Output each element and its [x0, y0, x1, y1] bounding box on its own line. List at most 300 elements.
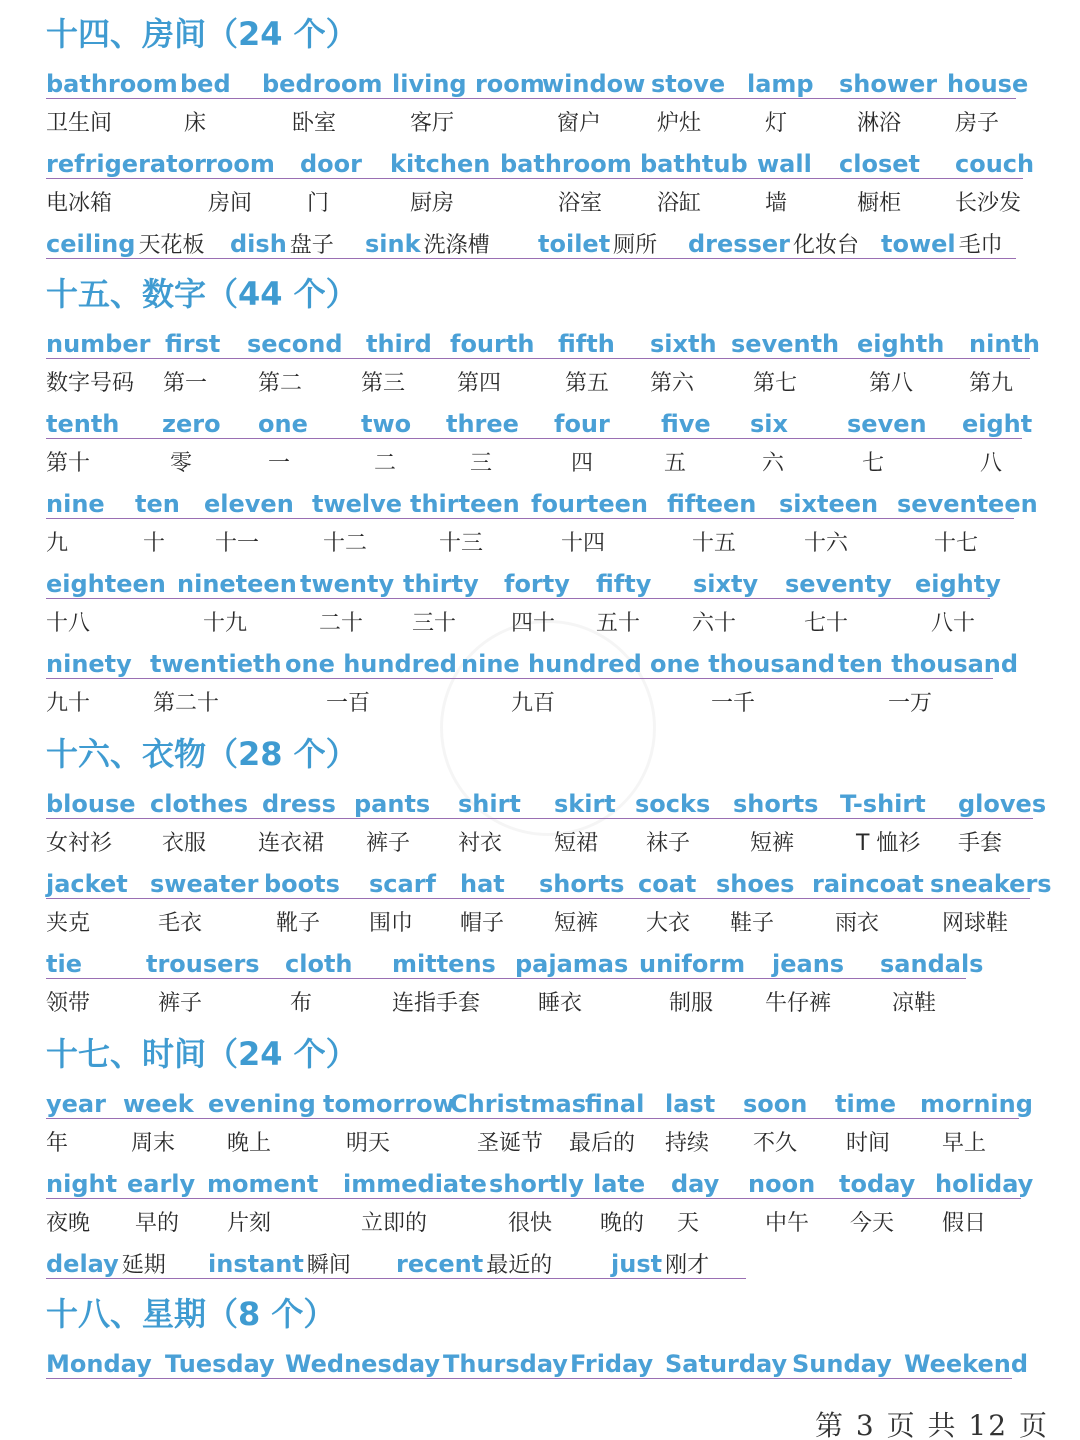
chinese-meaning: 八 — [980, 451, 1003, 476]
vocab-word-house: house — [947, 70, 1029, 98]
chinese-meaning: 第三 — [361, 371, 406, 396]
chinese-meaning: 短裙 — [554, 831, 599, 856]
english-word: sink — [365, 230, 421, 258]
vocab-word-eighteen: eighteen — [46, 570, 166, 598]
chinese-meaning: 九百 — [511, 691, 556, 716]
vocab-word-dresser — [688, 224, 859, 266]
chinese-translation-row — [0, 1124, 1080, 1164]
vocab-word-ninth: ninth — [969, 330, 1040, 358]
vocab-word-week: week — [123, 1090, 194, 1118]
section-title: 十五、数字（44 个） — [46, 275, 358, 313]
vocab-word-seven: seven — [847, 410, 927, 438]
vocab-word-day: day — [671, 1170, 720, 1198]
vocab-word-early: early — [127, 1170, 196, 1198]
vocab-word-tie: tie — [46, 950, 82, 978]
vocab-word-lamp: lamp — [747, 70, 814, 98]
chinese-meaning: 手套 — [958, 831, 1003, 856]
vocab-word-soon: soon — [743, 1090, 808, 1118]
underline-rule — [46, 678, 993, 679]
chinese-meaning: 夜晚 — [46, 1211, 91, 1236]
chinese-meaning: 延期 — [121, 1253, 166, 1278]
vocab-word-number: number — [46, 330, 151, 358]
vocab-word-sandals: sandals — [880, 950, 984, 978]
chinese-meaning: 中午 — [765, 1211, 810, 1236]
vocab-word-sixth: sixth — [650, 330, 717, 358]
chinese-meaning: 四 — [571, 451, 594, 476]
chinese-meaning: 十五 — [692, 531, 737, 556]
vocab-word-one: one — [258, 410, 308, 438]
underline-rule — [46, 358, 1030, 359]
chinese-meaning: 十八 — [46, 611, 91, 636]
chinese-meaning: 十 — [143, 531, 166, 556]
vocab-word-clothes: clothes — [150, 790, 249, 818]
chinese-meaning: 靴子 — [276, 911, 321, 936]
vocab-word-three: three — [446, 410, 519, 438]
chinese-meaning: 一百 — [326, 691, 371, 716]
page-number: 第 3 页 共 12 页 — [815, 1409, 1049, 1440]
chinese-translation-row — [0, 824, 1080, 864]
vocab-word-shorts: shorts — [733, 790, 819, 818]
chinese-meaning: 最近的 — [486, 1253, 553, 1278]
vocab-word-pajamas: pajamas — [515, 950, 629, 978]
vocab-word-seventeen: seventeen — [897, 490, 1038, 518]
chinese-meaning: 浴室 — [558, 191, 603, 216]
vocab-word-christmas: Christmas — [450, 1090, 587, 1118]
english-word-row — [0, 564, 1080, 604]
vocab-word-ten-thousand: ten thousand — [838, 650, 1019, 678]
chinese-meaning: 厕所 — [613, 233, 658, 258]
vocab-word-ninety: ninety — [46, 650, 132, 678]
vocab-word-delay — [46, 1244, 166, 1286]
english-word-row — [0, 644, 1080, 684]
vocab-word-weekend: Weekend — [904, 1350, 1029, 1378]
vocab-word-dish — [230, 224, 334, 266]
vocab-word-seventh: seventh — [731, 330, 840, 358]
chinese-meaning: 电冰箱 — [46, 191, 113, 216]
underline-rule — [46, 98, 1016, 99]
chinese-meaning: 零 — [170, 451, 193, 476]
chinese-meaning: 十七 — [934, 531, 979, 556]
underline-rule — [46, 1118, 1019, 1119]
vocab-word-uniform: uniform — [639, 950, 746, 978]
chinese-meaning: 周末 — [131, 1131, 176, 1156]
chinese-meaning: 年 — [46, 1131, 69, 1156]
vocab-word-bathtub: bathtub — [640, 150, 748, 178]
chinese-meaning: 衣服 — [162, 831, 207, 856]
vocab-word-third: third — [366, 330, 432, 358]
chinese-meaning: 墙 — [765, 191, 788, 216]
chinese-meaning: 连指手套 — [392, 991, 481, 1016]
vocab-word-evening: evening — [208, 1090, 316, 1118]
vocab-word-nine-hundred: nine hundred — [461, 650, 642, 678]
vocab-word-nine: nine — [46, 490, 105, 518]
vocab-word-bathroom: bathroom — [46, 70, 178, 98]
vocab-word-ten: ten — [135, 490, 180, 518]
chinese-meaning: 第六 — [650, 371, 695, 396]
vocab-word-four: four — [554, 410, 610, 438]
chinese-meaning: 长沙发 — [955, 191, 1022, 216]
chinese-meaning: T 恤衫 — [856, 831, 921, 856]
chinese-meaning: 网球鞋 — [942, 911, 1009, 936]
vocab-word-sweater: sweater — [150, 870, 259, 898]
chinese-meaning: 十二 — [323, 531, 368, 556]
chinese-meaning: 十九 — [203, 611, 248, 636]
chinese-translation-row — [0, 444, 1080, 484]
chinese-meaning: 十一 — [215, 531, 260, 556]
chinese-meaning: 明天 — [346, 1131, 391, 1156]
chinese-meaning: 橱柜 — [857, 191, 902, 216]
vocab-word-closet: closet — [839, 150, 920, 178]
chinese-meaning: 假日 — [942, 1211, 987, 1236]
vocab-word-sink — [365, 224, 490, 266]
vocab-word-thirty: thirty — [403, 570, 479, 598]
vocab-word-forty: forty — [504, 570, 570, 598]
vocab-word-instant — [208, 1244, 351, 1286]
chinese-meaning: 凉鞋 — [892, 991, 937, 1016]
chinese-meaning: 持续 — [665, 1131, 710, 1156]
vocab-word-eight: eight — [962, 410, 1033, 438]
vocab-word-fourteen: fourteen — [531, 490, 648, 518]
chinese-meaning: 淋浴 — [857, 111, 902, 136]
chinese-meaning: 牛仔裤 — [765, 991, 832, 1016]
english-word: recent — [396, 1250, 484, 1278]
vocab-word-twelve: twelve — [312, 490, 403, 518]
english-word: just — [611, 1250, 663, 1278]
chinese-translation-row — [0, 184, 1080, 224]
chinese-meaning: 围巾 — [369, 911, 414, 936]
chinese-meaning: 第八 — [869, 371, 914, 396]
english-word-row — [0, 944, 1080, 984]
chinese-meaning: 数字号码 — [46, 371, 135, 396]
vocab-word-friday: Friday — [570, 1350, 654, 1378]
vocab-word-sunday: Sunday — [792, 1350, 892, 1378]
vocab-word-tomorrow: tomorrow — [323, 1090, 455, 1118]
vocab-word-twentieth: twentieth — [150, 650, 282, 678]
chinese-meaning: 灯 — [765, 111, 788, 136]
chinese-meaning: 短裤 — [554, 911, 599, 936]
chinese-meaning: 衬衣 — [458, 831, 503, 856]
vocab-word-room: room — [205, 150, 275, 178]
vocab-word-jeans: jeans — [772, 950, 845, 978]
vocab-word-blouse: blouse — [46, 790, 136, 818]
chinese-meaning: 客厅 — [410, 111, 455, 136]
chinese-meaning: 窗户 — [557, 111, 602, 136]
vocab-word-last: last — [665, 1090, 716, 1118]
vocab-word-mittens: mittens — [392, 950, 496, 978]
english-word-row — [0, 864, 1080, 904]
english-word: towel — [881, 230, 956, 258]
vocab-word-toilet — [538, 224, 657, 266]
chinese-meaning: 晚的 — [600, 1211, 645, 1236]
vocab-word-bathroom: bathroom — [500, 150, 632, 178]
vocab-word-pants: pants — [354, 790, 431, 818]
chinese-meaning: 门 — [307, 191, 330, 216]
english-word-row — [0, 224, 1080, 264]
chinese-meaning: 瞬间 — [306, 1253, 351, 1278]
vocab-word-boots: boots — [264, 870, 340, 898]
section-title: 十四、房间（24 个） — [46, 15, 358, 53]
chinese-meaning: 七 — [862, 451, 885, 476]
chinese-meaning: 六十 — [692, 611, 737, 636]
chinese-meaning: 早上 — [942, 1131, 987, 1156]
chinese-meaning: 第十 — [46, 451, 91, 476]
chinese-meaning: 房子 — [955, 111, 1000, 136]
vocab-word-five: five — [661, 410, 711, 438]
english-word: dish — [230, 230, 287, 258]
vocab-word-eleven: eleven — [204, 490, 294, 518]
chinese-translation-row — [0, 604, 1080, 644]
chinese-meaning: 大衣 — [646, 911, 691, 936]
english-word-row — [0, 404, 1080, 444]
chinese-meaning: 卫生间 — [46, 111, 113, 136]
chinese-meaning: 鞋子 — [730, 911, 775, 936]
underline-rule — [46, 518, 1014, 519]
section-title: 十六、衣物（28 个） — [46, 735, 358, 773]
chinese-meaning: 炉灶 — [657, 111, 702, 136]
chinese-meaning: 一万 — [888, 691, 933, 716]
vocab-word-one-thousand: one thousand — [650, 650, 836, 678]
vocab-word-jacket: jacket — [46, 870, 128, 898]
chinese-meaning: 卧室 — [292, 111, 337, 136]
vocab-word-sneakers: sneakers — [930, 870, 1052, 898]
english-word-row — [0, 144, 1080, 184]
vocab-word-time: time — [835, 1090, 896, 1118]
vocab-word-twenty: twenty — [300, 570, 395, 598]
chinese-meaning: 第二十 — [153, 691, 220, 716]
vocab-word-today: today — [839, 1170, 916, 1198]
chinese-meaning: 天 — [677, 1211, 700, 1236]
chinese-translation-row — [0, 984, 1080, 1024]
chinese-meaning: 刚才 — [665, 1253, 710, 1278]
vocab-word-monday: Monday — [46, 1350, 152, 1378]
chinese-meaning: 领带 — [46, 991, 91, 1016]
vocab-word-eighth: eighth — [857, 330, 945, 358]
vocab-word-trousers: trousers — [146, 950, 260, 978]
vocab-word-thirteen: thirteen — [410, 490, 520, 518]
vocab-word-door: door — [300, 150, 362, 178]
english-word-row — [0, 484, 1080, 524]
vocab-word-six: six — [750, 410, 788, 438]
chinese-meaning: 很快 — [508, 1211, 553, 1236]
english-word: instant — [208, 1250, 304, 1278]
chinese-meaning: 第七 — [753, 371, 798, 396]
chinese-meaning: 最后的 — [569, 1131, 636, 1156]
vocab-word-zero: zero — [162, 410, 221, 438]
chinese-meaning: 圣诞节 — [477, 1131, 544, 1156]
chinese-meaning: 雨衣 — [835, 911, 880, 936]
chinese-meaning: 天花板 — [138, 233, 205, 258]
chinese-meaning: 八十 — [931, 611, 976, 636]
vocab-word-couch: couch — [955, 150, 1035, 178]
vocab-word-shirt: shirt — [458, 790, 521, 818]
vocab-word-noon: noon — [748, 1170, 816, 1198]
chinese-meaning: 裤子 — [366, 831, 411, 856]
chinese-meaning: 七十 — [804, 611, 849, 636]
chinese-meaning: 不久 — [753, 1131, 798, 1156]
vocab-word-living-room: living room — [392, 70, 545, 98]
underline-rule — [46, 818, 1033, 819]
vocab-word-night: night — [46, 1170, 118, 1198]
vocab-word-cloth: cloth — [285, 950, 353, 978]
vocab-word-fifth: fifth — [558, 330, 615, 358]
vocab-word-shortly: shortly — [489, 1170, 585, 1198]
vocab-word-tuesday: Tuesday — [165, 1350, 275, 1378]
chinese-meaning: 十六 — [804, 531, 849, 556]
section-title: 十七、时间（24 个） — [46, 1035, 358, 1073]
vocab-word-fifteen: fifteen — [667, 490, 757, 518]
chinese-meaning: 晚上 — [227, 1131, 272, 1156]
vocab-word-shower: shower — [839, 70, 938, 98]
chinese-translation-row — [0, 904, 1080, 944]
chinese-translation-row — [0, 684, 1080, 724]
vocab-word-seventy: seventy — [785, 570, 892, 598]
vocab-word-two: two — [361, 410, 412, 438]
chinese-meaning: 帽子 — [460, 911, 505, 936]
underline-rule — [46, 1198, 1021, 1199]
vocab-word-bedroom: bedroom — [262, 70, 383, 98]
english-word-row — [0, 1244, 1080, 1284]
english-word-row — [0, 784, 1080, 824]
underline-rule — [46, 1278, 746, 1279]
chinese-meaning: 今天 — [850, 1211, 895, 1236]
vocab-word-first: first — [165, 330, 221, 358]
chinese-meaning: 毛衣 — [158, 911, 203, 936]
vocab-word-wall: wall — [757, 150, 812, 178]
chinese-meaning: 床 — [184, 111, 207, 136]
chinese-translation-row — [0, 364, 1080, 404]
chinese-meaning: 第一 — [163, 371, 208, 396]
chinese-meaning: 夹克 — [46, 911, 91, 936]
chinese-meaning: 房间 — [208, 191, 253, 216]
chinese-meaning: 洗涤槽 — [423, 233, 490, 258]
vocab-word-eighty: eighty — [915, 570, 1001, 598]
vocab-word-just — [611, 1244, 709, 1286]
vocab-word-coat: coat — [638, 870, 697, 898]
vocab-word-recent — [396, 1244, 552, 1286]
chinese-meaning: 制服 — [669, 991, 714, 1016]
english-word: dresser — [688, 230, 790, 258]
chinese-meaning: 二十 — [319, 611, 364, 636]
english-word: toilet — [538, 230, 611, 258]
english-word-row — [0, 324, 1080, 364]
chinese-meaning: 毛巾 — [958, 233, 1003, 258]
vocab-word-immediate: immediate — [343, 1170, 487, 1198]
underline-rule — [46, 978, 966, 979]
english-word-row — [0, 64, 1080, 104]
vocab-word-bed: bed — [180, 70, 231, 98]
underline-rule — [46, 598, 990, 599]
vocab-word-morning: morning — [920, 1090, 1033, 1118]
vocab-word-wednesday: Wednesday — [285, 1350, 441, 1378]
vocab-word-dress: dress — [262, 790, 336, 818]
vocab-word-tenth: tenth — [46, 410, 120, 438]
vocab-word-thursday: Thursday — [443, 1350, 568, 1378]
underline-rule — [46, 1378, 1012, 1379]
english-word: delay — [46, 1250, 119, 1278]
chinese-meaning: 第四 — [457, 371, 502, 396]
chinese-meaning: 化妆台 — [792, 233, 859, 258]
chinese-meaning: 九 — [46, 531, 69, 556]
chinese-translation-row — [0, 1204, 1080, 1244]
underline-rule — [46, 438, 1022, 439]
chinese-meaning: 三十 — [412, 611, 457, 636]
chinese-meaning: 立即的 — [361, 1211, 428, 1236]
vocab-word-shoes: shoes — [716, 870, 795, 898]
chinese-meaning: 睡衣 — [538, 991, 583, 1016]
vocab-word-socks: socks — [635, 790, 711, 818]
chinese-meaning: 第二 — [258, 371, 303, 396]
vocab-word-late: late — [593, 1170, 646, 1198]
vocab-word-towel — [881, 224, 1003, 266]
english-word-row — [0, 1164, 1080, 1204]
underline-rule — [46, 898, 1030, 899]
chinese-meaning: 片刻 — [227, 1211, 272, 1236]
vocab-word-refrigerator: refrigerator — [46, 150, 206, 178]
vocab-word-stove: stove — [651, 70, 726, 98]
chinese-meaning: 一千 — [711, 691, 756, 716]
chinese-meaning: 五十 — [596, 611, 641, 636]
chinese-meaning: 布 — [290, 991, 313, 1016]
chinese-meaning: 短裤 — [750, 831, 795, 856]
vocab-word-hat: hat — [460, 870, 505, 898]
chinese-meaning: 浴缸 — [657, 191, 702, 216]
chinese-meaning: 九十 — [46, 691, 91, 716]
chinese-meaning: 袜子 — [646, 831, 691, 856]
chinese-translation-row — [0, 524, 1080, 564]
underline-rule — [46, 178, 1023, 179]
chinese-meaning: 一 — [268, 451, 291, 476]
english-word: ceiling — [46, 230, 136, 258]
vocab-word-sixteen: sixteen — [779, 490, 879, 518]
chinese-meaning: 十三 — [439, 531, 484, 556]
english-word-row — [0, 1084, 1080, 1124]
chinese-meaning: 十四 — [561, 531, 606, 556]
chinese-meaning: 二 — [374, 451, 397, 476]
vocab-word-saturday: Saturday — [665, 1350, 788, 1378]
chinese-meaning: 四十 — [511, 611, 556, 636]
chinese-meaning: 时间 — [846, 1131, 891, 1156]
vocab-word-skirt: skirt — [554, 790, 616, 818]
vocab-word-sixty: sixty — [693, 570, 759, 598]
vocab-word-nineteen: nineteen — [177, 570, 297, 598]
vocab-word-fourth: fourth — [450, 330, 535, 358]
chinese-meaning: 三 — [470, 451, 493, 476]
vocab-word-window: window — [542, 70, 646, 98]
chinese-translation-row — [0, 104, 1080, 144]
vocab-word-scarf: scarf — [369, 870, 436, 898]
chinese-meaning: 盘子 — [289, 233, 334, 258]
chinese-meaning: 连衣裙 — [258, 831, 325, 856]
chinese-meaning: 厨房 — [410, 191, 455, 216]
underline-rule — [46, 258, 1016, 259]
vocab-word-t-shirt: T-shirt — [840, 790, 926, 818]
vocab-word-one-hundred: one hundred — [285, 650, 457, 678]
chinese-meaning: 第五 — [565, 371, 610, 396]
chinese-meaning: 早的 — [135, 1211, 180, 1236]
vocab-word-second: second — [247, 330, 343, 358]
vocab-word-gloves: gloves — [958, 790, 1047, 818]
vocab-word-kitchen: kitchen — [390, 150, 491, 178]
vocab-word-final: final — [585, 1090, 645, 1118]
vocab-word-year: year — [46, 1090, 106, 1118]
chinese-meaning: 裤子 — [158, 991, 203, 1016]
vocab-word-holiday: holiday — [935, 1170, 1034, 1198]
english-word-row — [0, 1344, 1080, 1384]
vocab-word-moment: moment — [207, 1170, 319, 1198]
chinese-meaning: 女衬衫 — [46, 831, 113, 856]
vocab-word-fifty: fifty — [596, 570, 652, 598]
section-title: 十八、星期（8 个） — [46, 1295, 336, 1333]
